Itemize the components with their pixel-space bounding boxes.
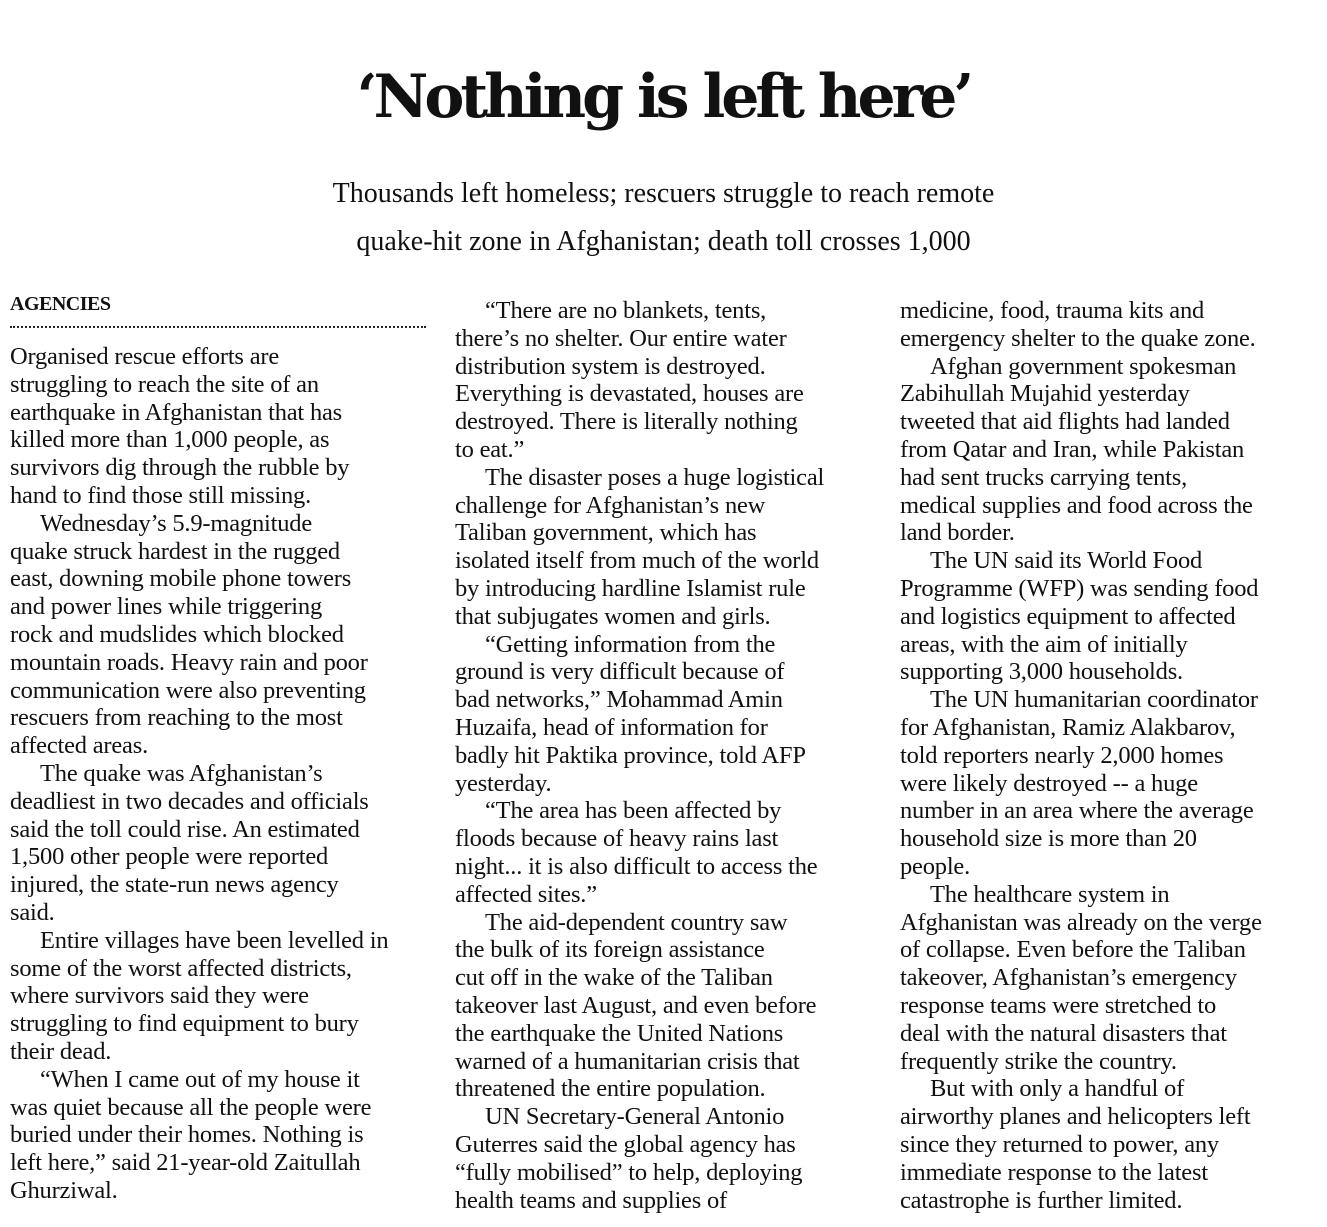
text-line: where survivors said they were: [10, 982, 309, 1010]
text-line: Taliban government, which has: [455, 519, 757, 547]
text-line: floods because of heavy rains last: [455, 825, 779, 853]
text-line: UN Secretary-General Antonio: [485, 1103, 785, 1131]
article-column-3: [900, 297, 1320, 1214]
text-line: that subjugates women and girls.: [455, 602, 771, 630]
text-line: struggling to find equipment to bury: [10, 1010, 359, 1038]
text-line: deal with the natural disasters that: [900, 1019, 1227, 1047]
text-line: medical supplies and food across the: [900, 491, 1253, 519]
text-line: immediate response to the latest: [900, 1158, 1208, 1186]
text-line: number in an area where the average: [900, 797, 1254, 825]
text-line: household size is more than 20: [900, 825, 1197, 853]
text-line: The UN humanitarian coordinator: [930, 686, 1258, 714]
text-line: emergency shelter to the quake zone.: [900, 324, 1256, 352]
text-line: the earthquake the United Nations: [455, 1019, 784, 1047]
text-line: east, downing mobile phone towers: [10, 565, 352, 593]
text-line: quake struck hardest in the rugged: [10, 537, 340, 565]
text-line: there’s no shelter. Our entire water: [455, 324, 787, 352]
text-line: Programme (WFP) was sending food: [900, 574, 1259, 602]
text-line: But with only a handful of: [930, 1075, 1185, 1103]
text-line: The UN said its World Food: [930, 547, 1203, 575]
text-line: left here,” said 21-year-old Zaitullah: [10, 1149, 361, 1177]
text-line: Afghan government spokesman: [930, 352, 1237, 380]
text-line: hand to find those still missing.: [10, 481, 312, 509]
text-line: Guterres said the global agency has: [455, 1130, 796, 1158]
text-line: for Afghanistan, Ramiz Alakbarov,: [900, 713, 1236, 741]
subheadline: [0, 170, 1327, 266]
text-line: Ghurziwal.: [10, 1176, 118, 1204]
text-line: destroyed. There is literally nothing: [455, 408, 798, 436]
text-line: response teams were stretched to: [900, 991, 1217, 1019]
text-line: since they returned to power, any: [900, 1130, 1219, 1158]
headline: ‘Nothing is left here’: [356, 62, 971, 132]
text-line: areas, with the aim of initially: [900, 630, 1188, 658]
text-line: and logistics equipment to affected: [900, 602, 1236, 630]
byline: AGENCIES: [10, 293, 111, 315]
text-line: cut off in the wake of the Taliban: [455, 964, 773, 992]
text-line: communication were also preventing: [10, 676, 366, 704]
text-line: takeover last August, and even before: [455, 991, 817, 1019]
text-line: distribution system is destroyed.: [455, 352, 766, 380]
text-line: “The area has been affected by: [485, 797, 782, 825]
article-column-1: [10, 343, 430, 1205]
text-line: airworthy planes and helicopters left: [900, 1103, 1251, 1131]
text-line: The aid-dependent country saw: [485, 908, 788, 936]
text-line: yesterday.: [455, 769, 552, 797]
text-line: badly hit Paktika province, told AFP: [455, 741, 806, 769]
text-line: “Getting information from the: [485, 630, 776, 658]
text-line: takeover, Afghanistan’s emergency: [900, 964, 1237, 992]
text-line: and power lines while triggering: [10, 593, 323, 621]
text-line: The healthcare system in: [930, 880, 1170, 908]
text-line: ground is very difficult because of: [455, 658, 785, 686]
text-line: survivors dig through the rubble by: [10, 454, 350, 482]
text-line: health teams and supplies of: [455, 1186, 727, 1214]
text-line: Huzaifa, head of information for: [455, 713, 768, 741]
text-line: medicine, food, trauma kits and: [900, 297, 1205, 324]
text-line: “fully mobilised” to help, deploying: [455, 1158, 803, 1186]
text-line: by introducing hardline Islamist rule: [455, 574, 806, 602]
text-line: to eat.”: [455, 435, 525, 463]
byline-divider: [10, 326, 426, 328]
text-line: earthquake in Afghanistan that has: [10, 398, 343, 426]
text-line: frequently strike the country.: [900, 1047, 1177, 1075]
text-line: “There are no blankets, tents,: [485, 297, 767, 324]
text-line: rescuers from reaching to the most: [10, 704, 343, 732]
subheadline-line: Thousands left homeless; rescuers struggle to reach remote: [332, 178, 995, 209]
subheadline-line: quake-hit zone in Afghanistan; death toll crosses 1,000: [356, 226, 971, 257]
text-line: killed more than 1,000 people, as: [10, 426, 330, 454]
text-line: threatened the entire population.: [455, 1075, 766, 1103]
text-line: said.: [10, 898, 55, 926]
text-line: injured, the state-run news agency: [10, 871, 339, 899]
text-line: of collapse. Even before the Taliban: [900, 936, 1246, 964]
text-line: “When I came out of my house it: [40, 1065, 360, 1093]
text-line: told reporters nearly 2,000 homes: [900, 741, 1224, 769]
text-line: isolated itself from much of the world: [455, 547, 819, 575]
text-line: from Qatar and Iran, while Pakistan: [900, 435, 1245, 463]
text-line: warned of a humanitarian crisis that: [455, 1047, 800, 1075]
text-line: challenge for Afghanistan’s new: [455, 491, 766, 519]
article-column-2: [455, 297, 875, 1214]
text-line: catastrophe is further limited.: [900, 1186, 1183, 1214]
text-line: Everything is devastated, houses are: [455, 380, 804, 408]
text-line: said the toll could rise. An estimated: [10, 815, 360, 843]
text-line: mountain roads. Heavy rain and poor: [10, 648, 368, 676]
text-line: rock and mudslides which blocked: [10, 620, 344, 648]
text-line: deadliest in two decades and officials: [10, 787, 369, 815]
text-line: people.: [900, 852, 971, 880]
text-line: buried under their homes. Nothing is: [10, 1121, 364, 1149]
text-line: The quake was Afghanistan’s: [40, 759, 323, 787]
text-line: night... it is also difficult to access the: [455, 852, 818, 880]
text-line: bad networks,” Mohammad Amin: [455, 686, 783, 714]
text-line: Entire villages have been levelled in: [40, 926, 389, 954]
text-line: Zabihullah Mujahid yesterday: [900, 380, 1190, 408]
text-line: was quiet because all the people were: [10, 1093, 372, 1121]
text-line: the bulk of its foreign assistance: [455, 936, 765, 964]
text-line: some of the worst affected districts,: [10, 954, 352, 982]
text-line: tweeted that aid flights had landed: [900, 408, 1230, 436]
text-line: their dead.: [10, 1037, 112, 1065]
text-line: 1,500 other people were reported: [10, 843, 329, 871]
text-line: supporting 3,000 households.: [900, 658, 1183, 686]
text-line: Organised rescue efforts are: [10, 343, 279, 370]
text-line: Afghanistan was already on the verge: [900, 908, 1262, 936]
text-line: The disaster poses a huge logistical: [485, 463, 825, 491]
text-line: affected areas.: [10, 732, 148, 760]
text-line: had sent trucks carrying tents,: [900, 463, 1188, 491]
text-line: affected sites.”: [455, 880, 597, 908]
text-line: struggling to reach the site of an: [10, 370, 319, 398]
text-line: were likely destroyed -- a huge: [900, 769, 1198, 797]
text-line: land border.: [900, 519, 1015, 547]
text-line: Wednesday’s 5.9-magnitude: [40, 509, 312, 537]
